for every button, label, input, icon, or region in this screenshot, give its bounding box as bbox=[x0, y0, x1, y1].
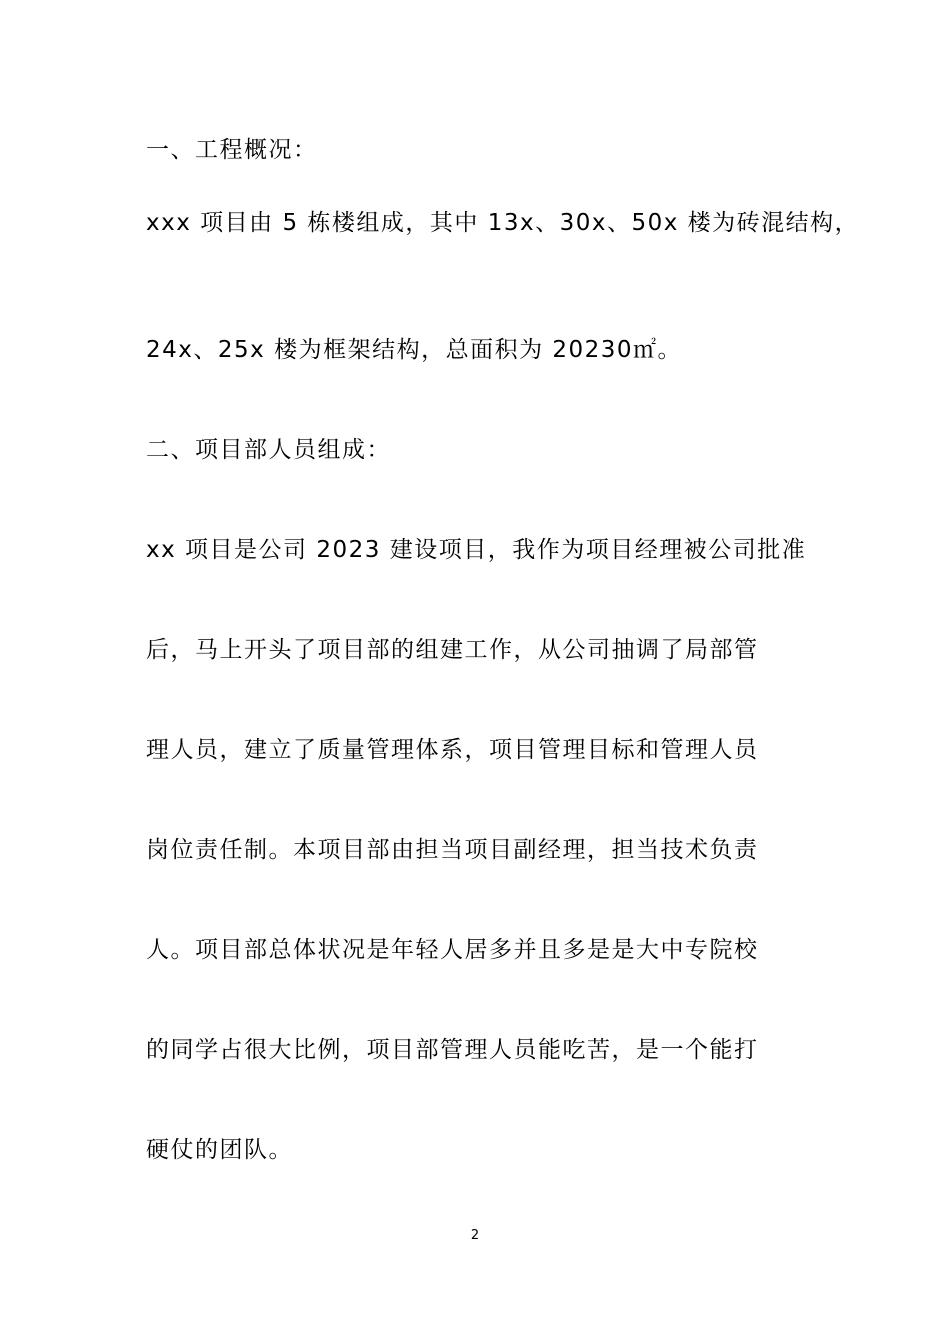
paragraph-line: xx 项目是公司 2023 建设项目，我作为项目经理被公司批准 bbox=[146, 537, 807, 563]
heading-project-overview: 一、工程概况： bbox=[146, 137, 318, 163]
paragraph-line: 硬仗的团队。 bbox=[146, 1137, 293, 1163]
paragraph-line: 后，马上开头了项目部的组建工作，从公司抽调了局部管 bbox=[146, 637, 759, 663]
paragraph-line: 岗位责任制。本项目部由担当项目副经理，担当技术负责 bbox=[146, 837, 759, 863]
paragraph-line: 人。项目部总体状况是年轻人居多并且多是是大中专院校 bbox=[146, 937, 759, 963]
heading-project-team: 二、项目部人员组成： bbox=[146, 437, 391, 463]
page-number: 2 bbox=[470, 1228, 480, 1243]
paragraph-line: xxx 项目由 5 栋楼组成，其中 13x、30x、50x 楼为砖混结构， bbox=[146, 210, 860, 236]
paragraph-line: 的同学占很大比例，项目部管理人员能吃苦，是一个能打 bbox=[146, 1037, 759, 1063]
paragraph-line: 理人员，建立了质量管理体系，项目管理目标和管理人员 bbox=[146, 737, 759, 763]
paragraph-line: 24x、25x 楼为框架结构，总面积为 20230㎡。 bbox=[146, 337, 683, 363]
